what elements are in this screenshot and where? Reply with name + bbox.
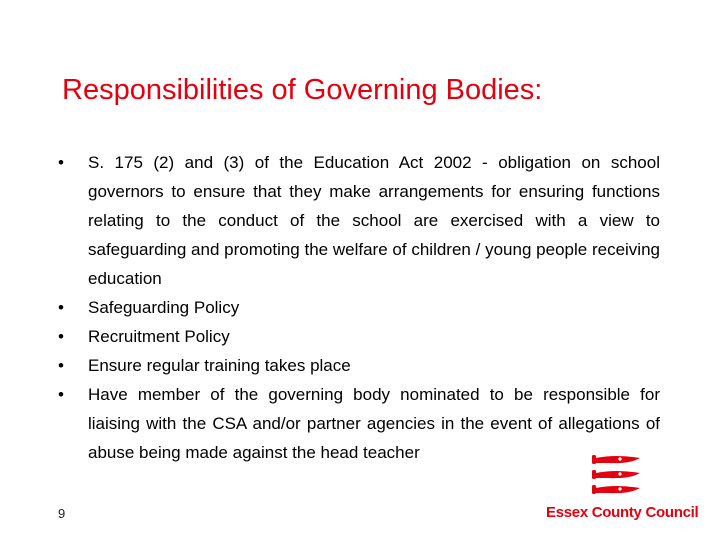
bullet-icon: • [58,153,64,172]
slide-title: Responsibilities of Governing Bodies: [62,74,543,106]
essex-county-council-logo [546,452,699,524]
list-item [58,148,660,293]
list-item [58,322,660,351]
bullet-text: S. 175 (2) and (3) of the Education Act 2002 - obligation on school governors to ensure that they make arrangements for ensuring functions relating to the conduct of the school are exercised with a view to safeguarding and promoting the welfare of children / young people receiving education [88,153,660,288]
list-item [58,293,660,322]
bullet-text: Safeguarding Policy [88,298,240,317]
bullet-text: Ensure regular training takes place [88,356,351,375]
bullet-icon: • [58,327,64,346]
three-seaxes-icon [586,452,646,502]
bullet-icon: • [58,298,64,317]
bullet-icon: • [58,356,64,375]
list-item [58,351,660,380]
logo-text: Essex County Council [546,504,699,521]
page-number: 9 [58,506,66,521]
bullet-text: Have member of the governing body nominated to be responsible for liaising with the CSA and/or partner agencies in the event of allegations of abuse being made against the head teacher [88,385,660,462]
bullet-icon: • [58,385,64,404]
bullet-list [58,148,660,467]
bullet-text: Recruitment Policy [88,327,230,346]
